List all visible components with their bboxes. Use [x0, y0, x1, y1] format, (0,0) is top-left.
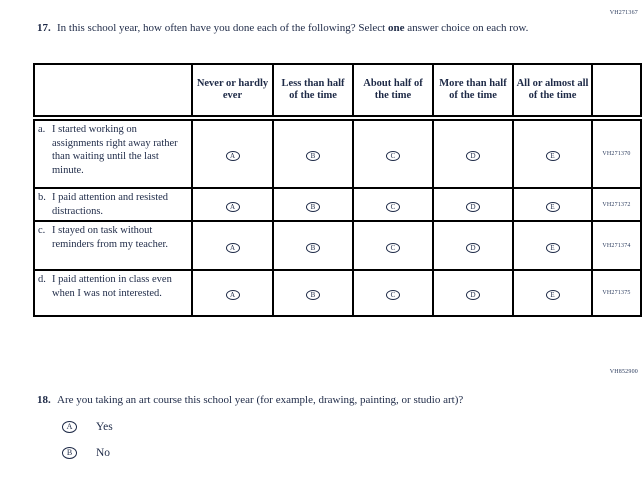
row-a-cell-more [433, 118, 513, 188]
header-empty-stem [34, 64, 192, 118]
option-bubble-no[interactable]: B [62, 447, 77, 459]
row-c-cell-more [433, 221, 513, 270]
answer-bubble-a[interactable]: A [226, 243, 240, 253]
row-a-code: VH271370 [592, 118, 641, 188]
row-b-cell-never [192, 188, 273, 221]
answer-bubble-c[interactable]: C [386, 290, 400, 300]
row-b-letter: b. [38, 192, 46, 203]
row-a-stem [34, 118, 192, 188]
option-bubble-yes[interactable]: A [62, 421, 77, 433]
row-b-text: I paid attention and resisted distractions. [52, 192, 169, 217]
row-c-cell-all [513, 221, 592, 270]
answer-bubble-a[interactable]: A [226, 202, 240, 212]
answer-bubble-e[interactable]: E [546, 151, 560, 161]
table-row [34, 221, 641, 270]
row-d-cell-about [353, 270, 433, 316]
answer-bubble-e[interactable]: E [546, 290, 560, 300]
row-c-letter: c. [38, 225, 46, 236]
header-empty-code [592, 64, 641, 118]
row-d-code: VH271375 [592, 270, 641, 316]
answer-bubble-c[interactable]: C [386, 202, 400, 212]
row-d-cell-all [513, 270, 592, 316]
question-17 [37, 20, 562, 36]
row-d-cell-less [273, 270, 353, 316]
question17-text-part1: In this school year, how often have you done each of the following? Select [57, 22, 388, 34]
question17-text-part2: answer choice on each row. [404, 22, 529, 34]
row-d-letter: d. [38, 274, 46, 285]
question18-number: 18. [37, 394, 51, 406]
question17-text [57, 20, 562, 36]
row-b-cell-less [273, 188, 353, 221]
answer-bubble-e[interactable]: E [546, 243, 560, 253]
question18-accession-code: VH852900 [609, 369, 638, 375]
table-row [34, 270, 641, 316]
row-a-cell-about [353, 118, 433, 188]
row-a-cell-never [192, 118, 273, 188]
answer-bubble-e[interactable]: E [546, 202, 560, 212]
answer-bubble-a[interactable]: A [226, 151, 240, 161]
option-yes[interactable] [62, 421, 535, 433]
question17-text-bold: one [388, 22, 405, 34]
question17-accession-code: VH271367 [609, 10, 638, 16]
row-b-cell-all [513, 188, 592, 221]
answer-bubble-c[interactable]: C [386, 243, 400, 253]
table-header-row [34, 64, 641, 118]
row-b-code: VH271372 [592, 188, 641, 221]
question-18 [37, 392, 535, 473]
answer-bubble-b[interactable]: B [306, 151, 320, 161]
option-no-label: No [96, 447, 111, 459]
answer-bubble-d[interactable]: D [466, 243, 480, 253]
question18-text: Are you taking an art course this school year (for example, drawing, painting, or studio art)? [57, 394, 464, 406]
row-c-cell-never [192, 221, 273, 270]
answer-bubble-d[interactable]: D [466, 202, 480, 212]
row-b-cell-about [353, 188, 433, 221]
header-all-or-almost: All or almost all of the time [513, 64, 592, 118]
row-d-cell-more [433, 270, 513, 316]
option-no[interactable] [62, 447, 535, 459]
row-d-cell-never [192, 270, 273, 316]
table-row [34, 188, 641, 221]
header-more-than-half: More than half of the time [433, 64, 513, 118]
row-c-cell-less [273, 221, 353, 270]
row-d-stem [34, 270, 192, 316]
answer-bubble-d[interactable]: D [466, 290, 480, 300]
option-yes-label: Yes [96, 421, 113, 433]
header-about-half: About half of the time [353, 64, 433, 118]
question18-options [57, 421, 535, 459]
question17-number: 17. [37, 22, 51, 34]
header-less-than-half: Less than half of the time [273, 64, 353, 118]
row-d-text: I paid attention in class even when I was not interested. [52, 274, 172, 299]
answer-bubble-b[interactable]: B [306, 290, 320, 300]
answer-bubble-d[interactable]: D [466, 151, 480, 161]
row-a-cell-all [513, 118, 592, 188]
row-b-stem [34, 188, 192, 221]
answer-bubble-b[interactable]: B [306, 243, 320, 253]
header-never: Never or hardly ever [192, 64, 273, 118]
row-c-cell-about [353, 221, 433, 270]
answer-bubble-c[interactable]: C [386, 151, 400, 161]
row-c-stem [34, 221, 192, 270]
row-b-cell-more [433, 188, 513, 221]
q17-matrix-table [33, 63, 642, 317]
row-c-text: I stayed on task without reminders from my teacher. [52, 225, 169, 250]
row-a-text: I started working on assignments right away rather than waiting until the last minute. [52, 124, 178, 176]
row-a-letter: a. [38, 124, 46, 135]
row-c-code: VH271374 [592, 221, 641, 270]
table-row [34, 118, 641, 188]
answer-bubble-b[interactable]: B [306, 202, 320, 212]
answer-bubble-a[interactable]: A [226, 290, 240, 300]
row-a-cell-less [273, 118, 353, 188]
